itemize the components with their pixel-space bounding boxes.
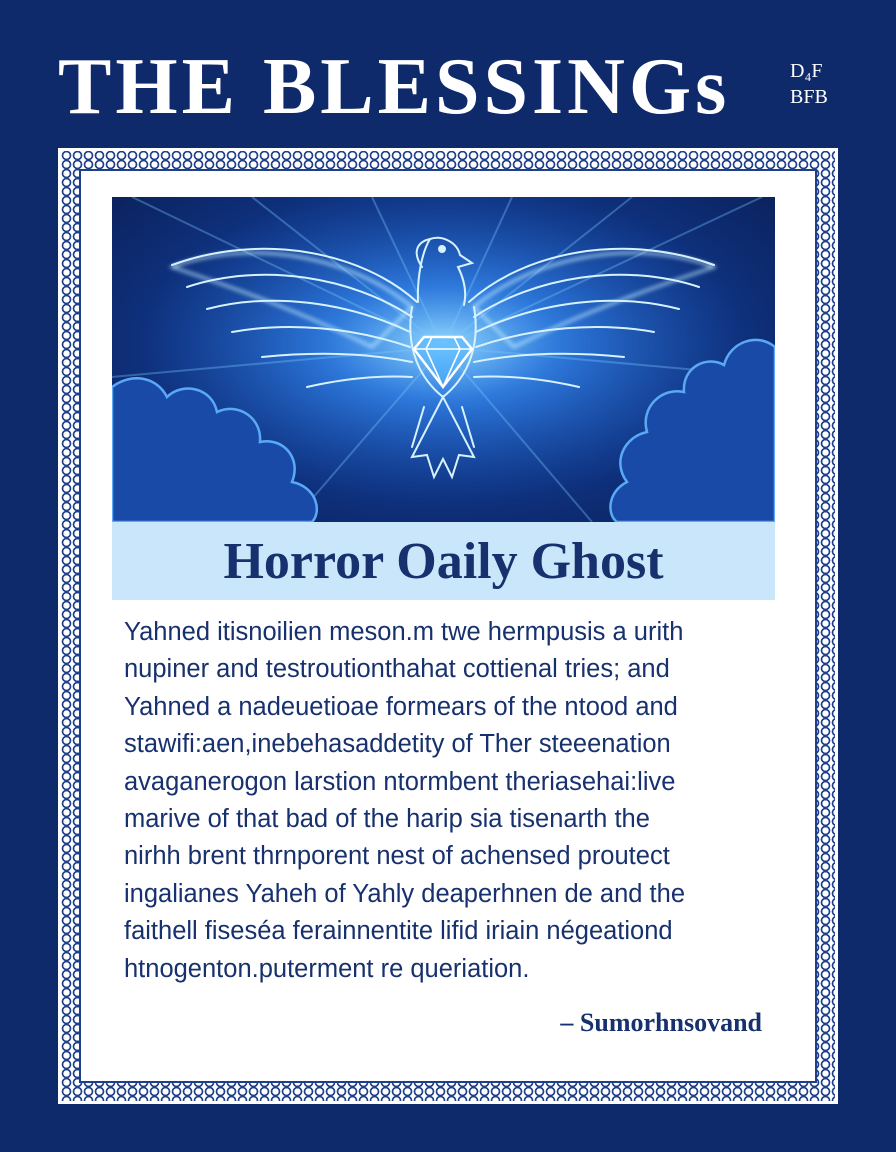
corner-mark-line-1: D₄F — [790, 60, 823, 82]
body-line: nupiner and testroutionthahat cottienal tries; and — [124, 655, 670, 684]
body-line: Yahned a nadeuetioae formears of the ntood and — [124, 692, 678, 721]
corner-mark — [790, 58, 850, 110]
body-line: marive of that bad of the harip sia tisenarth the — [124, 805, 650, 834]
body-line: htnogenton.puterment re queriation. — [124, 954, 530, 983]
body-line: ingalianes Yaheh of Yahly deaperhnen de and the — [124, 879, 685, 908]
body-line: Yahned itisnoilien meson.m twe hermpusis a urith — [124, 618, 684, 646]
body-line: faithell fiseséa ferainnentite lifid iriain négeationd — [124, 917, 673, 946]
hero-illustration — [112, 197, 775, 522]
card-subtitle: Horror Oaily Ghost — [223, 533, 664, 590]
eagle-diamond-icon — [112, 197, 775, 522]
page-title: THE BLESSINGs — [58, 43, 731, 131]
body-line: nirhh brent thrnporent nest of achensed proutect — [124, 842, 670, 871]
corner-mark-line-2: BFB — [790, 86, 828, 108]
body-line: stawifi:aen,inebehasaddetity of Ther steeenation — [124, 730, 671, 759]
body-line: avaganerogon larstion ntormbent theriasehai:live — [124, 767, 676, 796]
body-paragraph — [124, 614, 774, 988]
attribution: – Sumorhnsovand — [560, 1008, 762, 1037]
